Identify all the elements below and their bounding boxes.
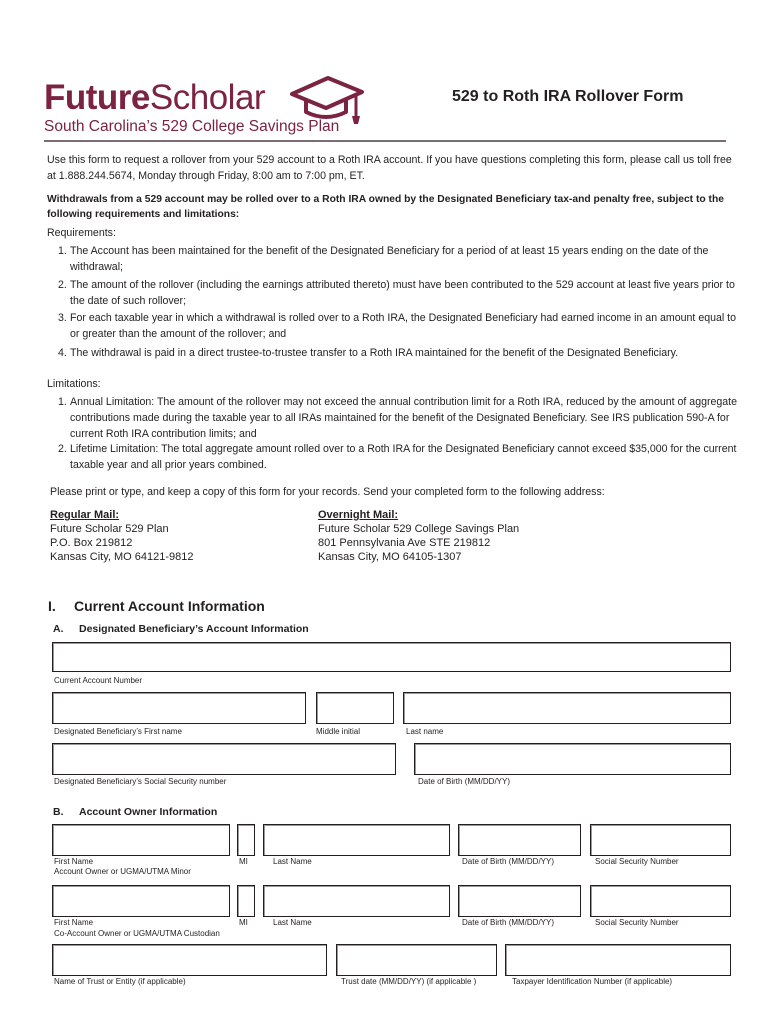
address-line: Future Scholar 529 Plan bbox=[50, 523, 169, 535]
trust-name-field[interactable] bbox=[52, 944, 327, 976]
list-number: 3. bbox=[58, 312, 67, 324]
co-owner-mi-field[interactable] bbox=[237, 885, 255, 917]
address-line: Kansas City, MO 64121-9812 bbox=[50, 551, 194, 563]
limitations-label: Limitations: bbox=[47, 378, 101, 390]
beneficiary-ssn-field[interactable] bbox=[52, 743, 396, 775]
form-title: 529 to Roth IRA Rollover Form bbox=[452, 88, 684, 105]
logo-future-text: Future bbox=[44, 78, 150, 117]
beneficiary-first-name-label: Designated Beneficiary’s First name bbox=[54, 727, 182, 736]
owner-dob-field[interactable] bbox=[458, 824, 581, 856]
subsection-title-text: Designated Beneficiary’s Account Information bbox=[79, 623, 309, 635]
address-line: Kansas City, MO 64105-1307 bbox=[318, 551, 462, 563]
co-owner-dob-label: Date of Birth (MM/DD/YY) bbox=[462, 918, 555, 927]
intro-bold-paragraph: Withdrawals from a 529 account may be rolled over to a Roth IRA owned by the Designated Beneficiary tax-and penalty free, subject to the following requirements and limitations: bbox=[47, 194, 724, 220]
co-owner-last-name-label: Last Name bbox=[273, 918, 312, 927]
trust-name-label: Name of Trust or Entity (if applicable) bbox=[54, 977, 186, 986]
subsection-b-title bbox=[53, 806, 217, 818]
owner-first-name-field[interactable] bbox=[52, 824, 230, 856]
logo-scholar-text: Scholar bbox=[149, 78, 266, 117]
subsection-title-text: Account Owner Information bbox=[79, 806, 218, 818]
logo-subtitle: South Carolina’s 529 College Savings Plan bbox=[44, 118, 340, 135]
owner-mi-label: MI bbox=[239, 857, 248, 866]
taxpayer-id-label: Taxpayer Identification Number (if applicable) bbox=[512, 977, 673, 986]
taxpayer-id-field[interactable] bbox=[505, 944, 731, 976]
requirement-item-3 bbox=[58, 310, 738, 342]
address-line: P.O. Box 219812 bbox=[50, 537, 133, 549]
list-text: The Account has been maintained for the benefit of the Designated Beneficiary for a period of at least 15 years ending on the date of the withdrawal; bbox=[70, 245, 709, 273]
intro-paragraph: Use this form to request a rollover from your 529 account to a Roth IRA account. If you have questions completing this form, please call us toll free at 1.888.244.5674, Monday through Friday, 8:00 am to 7:00 pm, ET. bbox=[47, 154, 732, 182]
co-owner-mi-label: MI bbox=[239, 918, 248, 927]
list-number: 2. bbox=[58, 443, 67, 455]
owner-ssn-label: Social Security Number bbox=[595, 857, 679, 866]
co-owner-last-name-field[interactable] bbox=[263, 885, 450, 917]
list-text: The withdrawal is paid in a direct trustee-to-trustee transfer to a Roth IRA maintained for the benefit of the Designated Beneficiary. bbox=[70, 347, 679, 359]
instructions-text: Please print or type, and keep a copy of this form for your records. Send your completed form to the following address: bbox=[50, 486, 605, 498]
list-number: 1. bbox=[58, 396, 67, 408]
list-text: Lifetime Limitation: The total aggregate amount rolled over to a Roth IRA for the Designated Beneficiary cannot exceed $35,000 for the current taxable year and all prior years combined. bbox=[70, 443, 737, 471]
beneficiary-last-name-label: Last name bbox=[406, 727, 444, 736]
requirements-label: Requirements: bbox=[47, 227, 116, 239]
list-text: The amount of the rollover (including the earnings attributed thereto) must have been contributed to the 529 account at least five years prior to the date of such rollover; bbox=[70, 279, 735, 307]
overnight-mail-address bbox=[318, 508, 618, 564]
subsection-letter: A. bbox=[53, 623, 64, 635]
list-text: Annual Limitation: The amount of the rollover may not exceed the annual contribution limit for a Roth IRA, reduced by the amount of aggregate contributions made during the taxable year to all IRAs maintained for the benefit of the Designated Beneficiary. See IRS publication 590-A for current Roth IRA contribution limits; and bbox=[70, 396, 738, 440]
address-line: 801 Pennsylvania Ave STE 219812 bbox=[318, 537, 491, 549]
beneficiary-middle-initial-field[interactable] bbox=[316, 692, 394, 724]
requirement-item-1 bbox=[58, 243, 738, 275]
co-owner-ssn-field[interactable] bbox=[590, 885, 731, 917]
beneficiary-dob-field[interactable] bbox=[414, 743, 731, 775]
list-text: For each taxable year in which a withdrawal is rolled over to a Roth IRA, the Designated Beneficiary had earned income in an amount equal to or greater than the amount of the rollover; and bbox=[70, 312, 737, 340]
owner-last-name-label: Last Name bbox=[273, 857, 312, 866]
current-account-number-label: Current Account Number bbox=[54, 676, 143, 685]
requirement-item-4 bbox=[58, 345, 738, 361]
owner-last-name-field[interactable] bbox=[263, 824, 450, 856]
subsection-a-title bbox=[53, 623, 309, 635]
header-divider bbox=[44, 140, 726, 142]
owner-mi-field[interactable] bbox=[237, 824, 255, 856]
beneficiary-middle-initial-label: Middle initial bbox=[316, 727, 361, 736]
section-title-text: Current Account Information bbox=[74, 598, 265, 614]
current-account-number-field[interactable] bbox=[52, 642, 731, 672]
owner-first-name-label: First Name bbox=[54, 857, 94, 866]
subsection-letter: B. bbox=[53, 806, 64, 818]
list-number: 4. bbox=[58, 347, 67, 359]
section-title bbox=[48, 598, 265, 614]
overnight-mail-heading: Overnight Mail: bbox=[318, 509, 399, 521]
trust-date-field[interactable] bbox=[336, 944, 497, 976]
owner-dob-label: Date of Birth (MM/DD/YY) bbox=[462, 857, 555, 866]
limitation-item-1 bbox=[58, 394, 738, 442]
co-owner-first-name-label: First Name bbox=[54, 918, 94, 927]
owner-ssn-field[interactable] bbox=[590, 824, 731, 856]
limitation-item-2 bbox=[58, 441, 738, 473]
beneficiary-ssn-label: Designated Beneficiary’s Social Security number bbox=[54, 777, 227, 786]
address-line: Future Scholar 529 College Savings Plan bbox=[318, 523, 520, 535]
co-owner-role-label: Co-Account Owner or UGMA/UTMA Custodian bbox=[54, 929, 220, 938]
owner-role-label: Account Owner or UGMA/UTMA Minor bbox=[54, 867, 191, 876]
beneficiary-first-name-field[interactable] bbox=[52, 692, 306, 724]
list-number: 2. bbox=[58, 279, 67, 291]
regular-mail-address bbox=[50, 508, 290, 564]
beneficiary-last-name-field[interactable] bbox=[403, 692, 731, 724]
list-number: 1. bbox=[58, 245, 67, 257]
section-number: I. bbox=[48, 598, 56, 614]
requirement-item-2 bbox=[58, 277, 738, 309]
regular-mail-heading: Regular Mail: bbox=[50, 509, 120, 521]
co-owner-first-name-field[interactable] bbox=[52, 885, 230, 917]
co-owner-dob-field[interactable] bbox=[458, 885, 581, 917]
beneficiary-dob-label: Date of Birth (MM/DD/YY) bbox=[418, 777, 511, 786]
co-owner-ssn-label: Social Security Number bbox=[595, 918, 679, 927]
logo-wordmark bbox=[44, 78, 265, 118]
trust-date-label: Trust date (MM/DD/YY) (if applicable ) bbox=[341, 977, 477, 986]
